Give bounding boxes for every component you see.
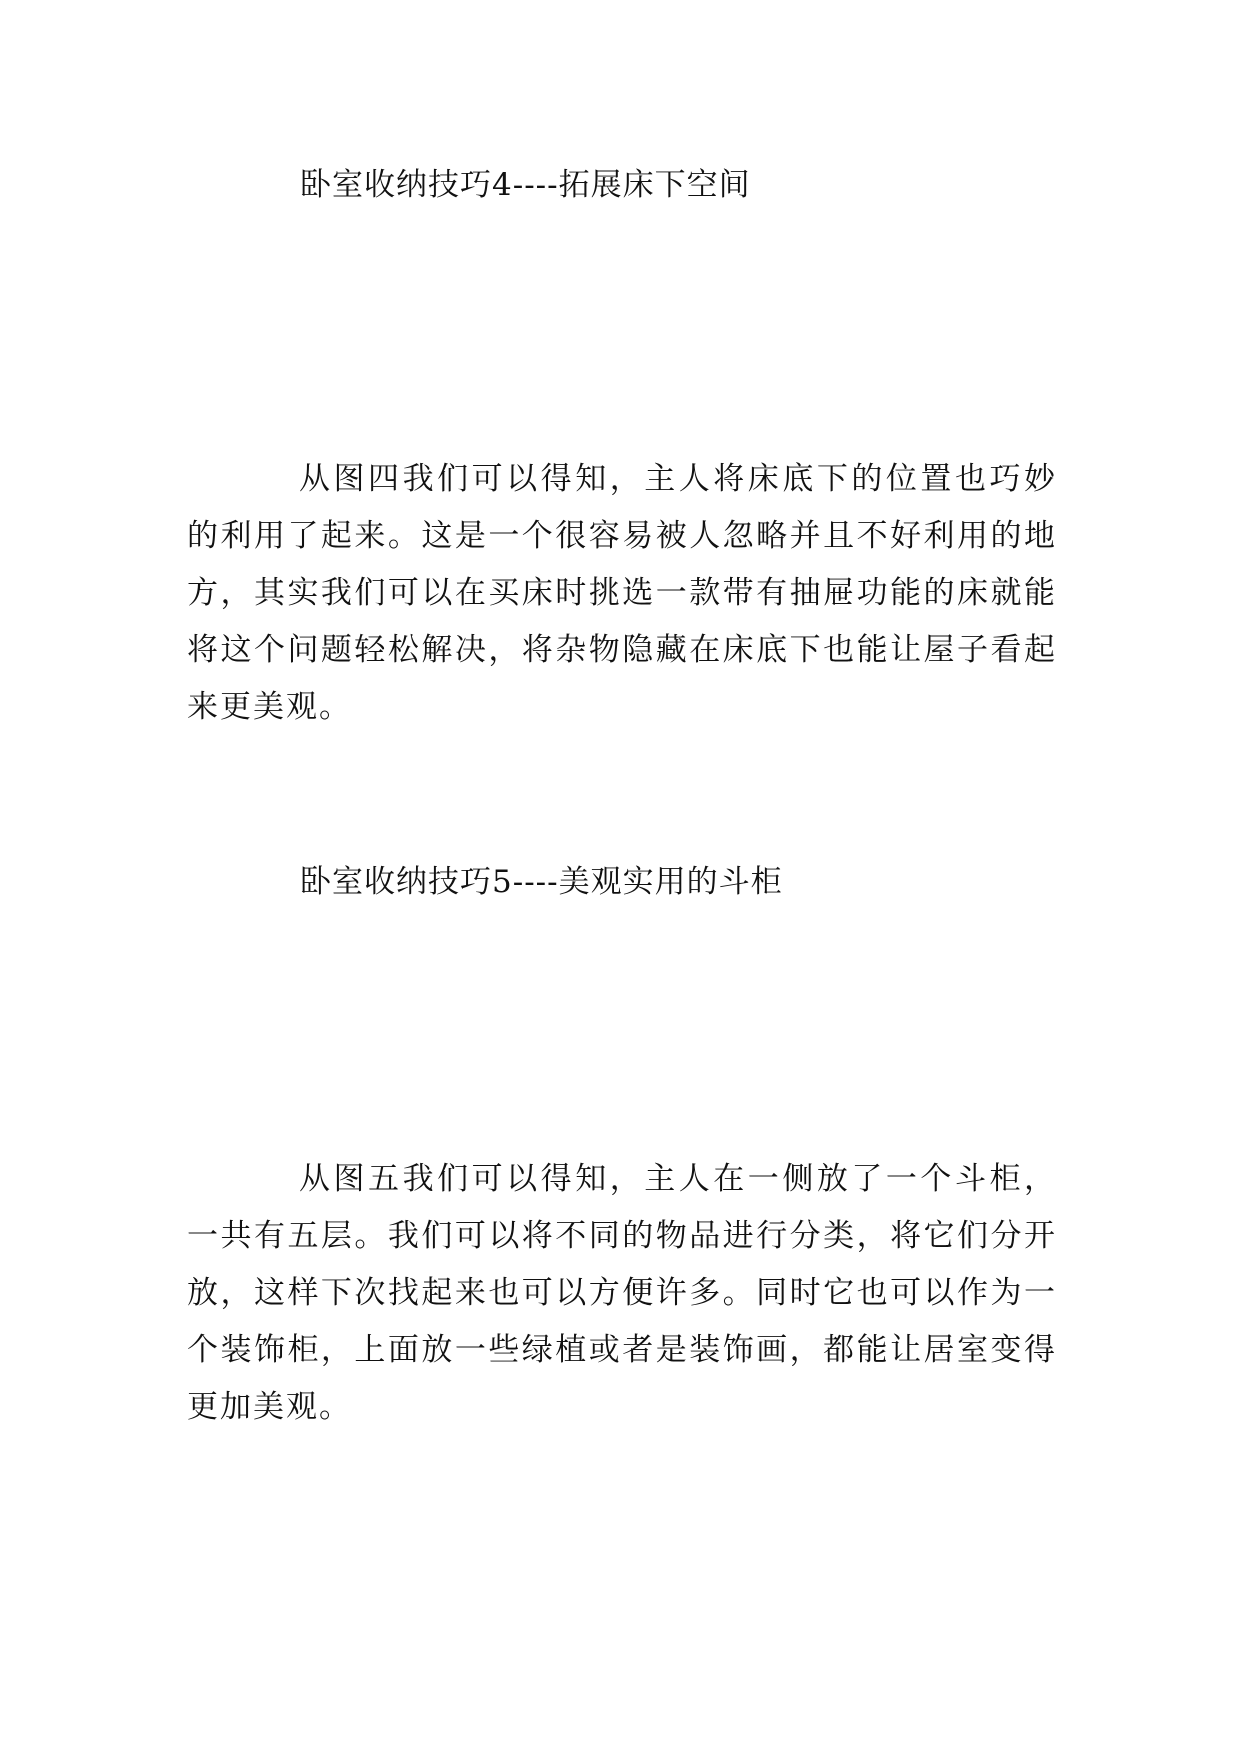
- section-heading-bedroom-tip-5: 卧室收纳技巧5----美观实用的斗柜: [300, 864, 783, 900]
- section-paragraph-bedroom-tip-5: 从图五我们可以得知，主人在一侧放了一个斗柜，一共有五层。我们可以将不同的物品进行分类，将它们分开放，这样下次找起来也可以方便许多。同时它也可以作为一个装饰柜，上面放一些绿植或者是装饰画，都能让居室变得更加美观。: [187, 1161, 1057, 1425]
- section-paragraph-bedroom-tip-4: 从图四我们可以得知，主人将床底下的位置也巧妙的利用了起来。这是一个很容易被人忽略并且不好利用的地方，其实我们可以在买床时挑选一款带有抽屉功能的床就能将这个问题轻松解决，将杂物隐藏在床底下也能让屋子看起来更美观。: [187, 461, 1057, 725]
- section-heading-bedroom-tip-4: 卧室收纳技巧4----拓展床下空间: [300, 167, 751, 203]
